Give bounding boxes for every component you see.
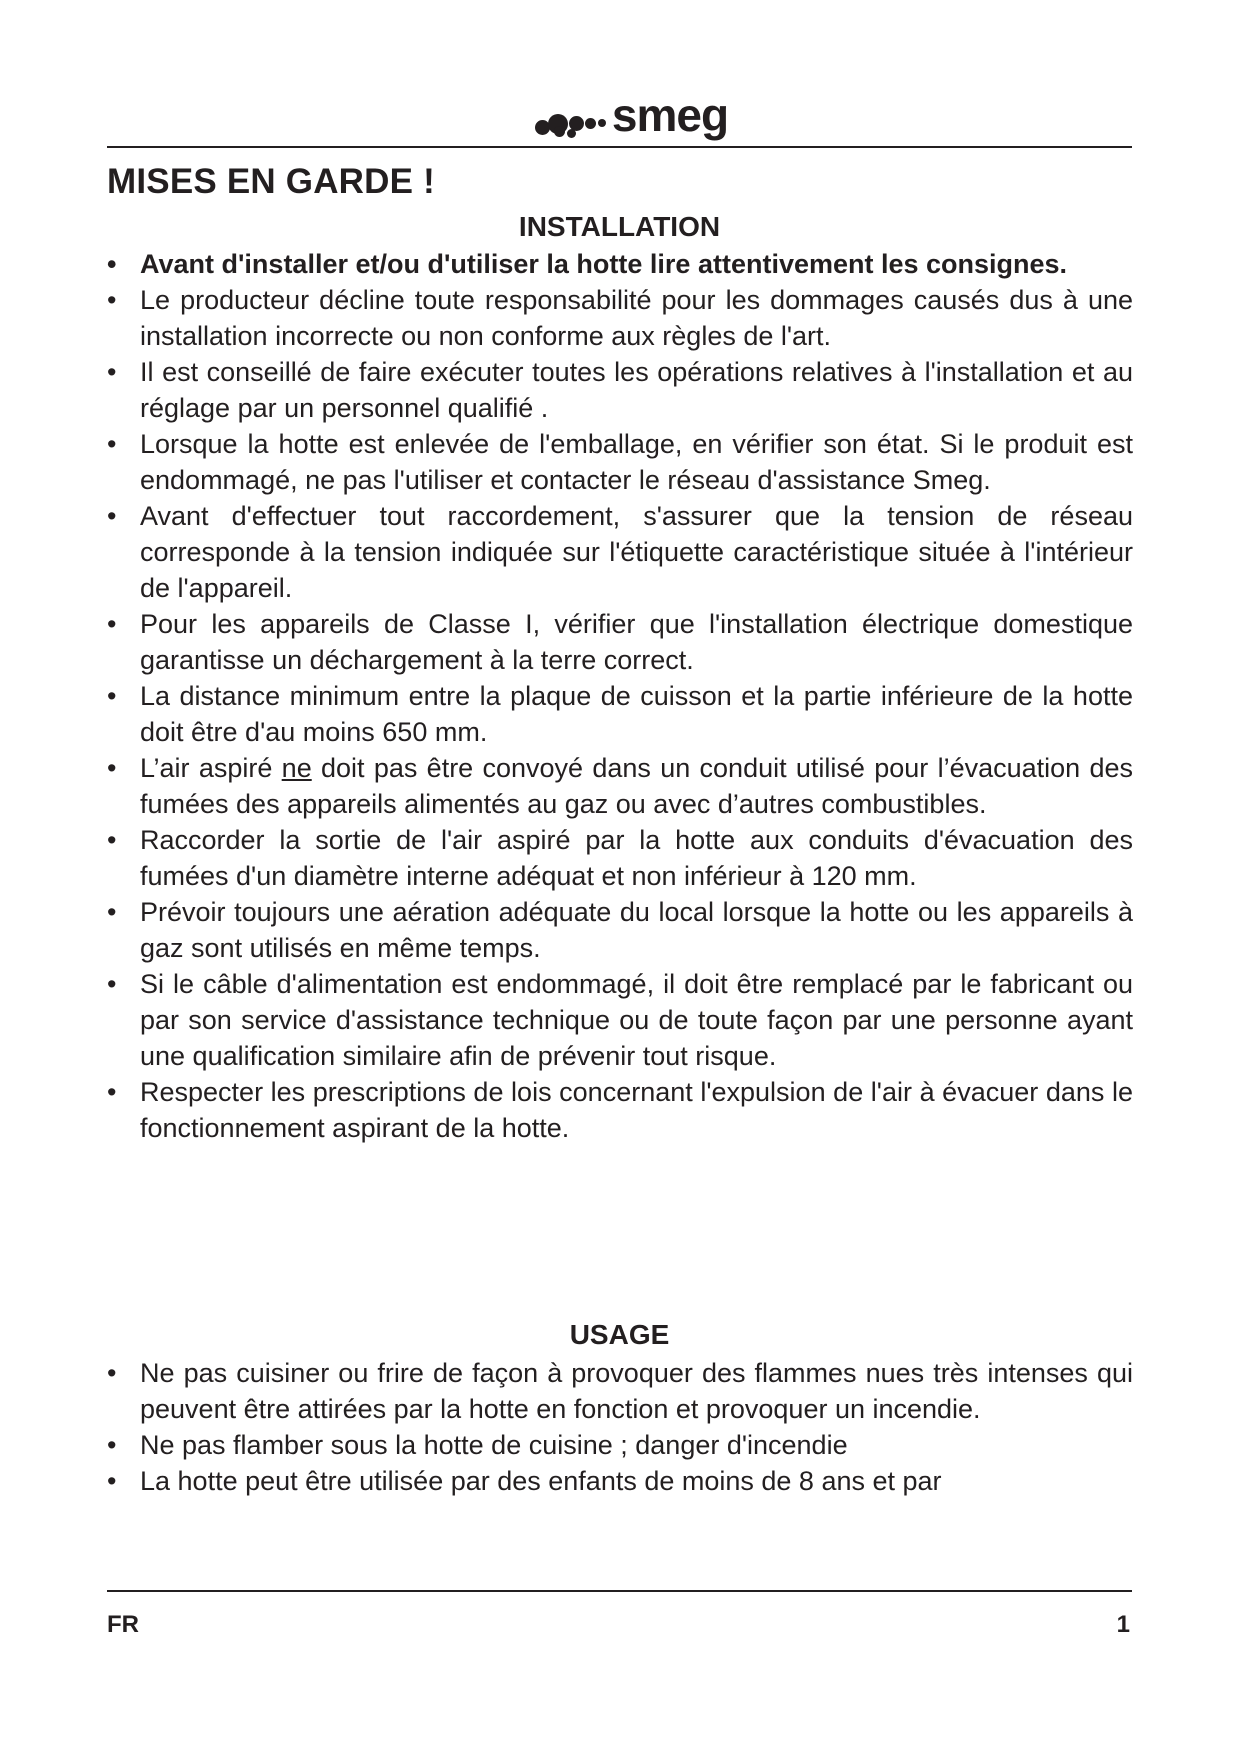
list-item: • Prévoir toujours une aération adéquate du local lorsque la hotte ou les appareils à gaz sont utilisés en même temps. <box>107 894 1133 966</box>
installation-heading: INSTALLATION <box>518 211 721 242</box>
logo-dots-icon <box>533 98 609 138</box>
usage-list <box>107 1355 1133 1499</box>
list-item: • Pour les appareils de Classe I, vérifier que l'installation électrique domestique garantisse un déchargement à la terre correct. <box>107 606 1133 678</box>
list-item: • Raccorder la sortie de l'air aspiré par la hotte aux conduits d'évacuation des fumées d'un diamètre interne adéquat et non inférieur à 120 mm. <box>107 822 1133 894</box>
list-item: • La hotte peut être utilisée par des enfants de moins de 8 ans et par <box>107 1463 1133 1499</box>
list-item-text: doit pas être convoyé dans un conduit utilisé pour l’évacuation des fumées des appareils alimentés au gaz ou avec d’autres combustibles. <box>140 753 1133 819</box>
list-item: • Si le câble d'alimentation est endommagé, il doit être remplacé par le fabricant ou par son service d'assistance technique ou de toute façon par une personne ayant une qualification similaire afin de prévenir tout risque. <box>107 966 1133 1074</box>
brand-logo <box>0 89 1241 143</box>
list-item: • Avant d'installer et/ou d'utiliser la hotte lire attentivement les consignes. <box>107 246 1133 282</box>
list-item-text: L’air aspiré <box>140 753 282 783</box>
list-item: • La distance minimum entre la plaque de cuisson et la partie inférieure de la hotte doit être d'au moins 650 mm. <box>107 678 1133 750</box>
list-item: • Il est conseillé de faire exécuter toutes les opérations relatives à l'installation et au réglage par un personnel qualifié . <box>107 354 1133 426</box>
installation-list <box>107 246 1133 1146</box>
list-item: • Lorsque la hotte est enlevée de l'emballage, en vérifier son état. Si le produit est endommagé, ne pas l'utiliser et contacter le réseau d'assistance Smeg. <box>107 426 1133 498</box>
list-item: • Respecter les prescriptions de lois concernant l'expulsion de l'air à évacuer dans le fonctionnement aspirant de la hotte. <box>107 1074 1133 1146</box>
page-number: 1 <box>1116 1611 1130 1638</box>
list-item <box>107 750 1133 822</box>
list-item: • Ne pas cuisiner ou frire de façon à provoquer des flammes nues très intenses qui peuvent être attirées par la hotte en fonction et provoquer un incendie. <box>107 1355 1133 1427</box>
footer-divider <box>107 1590 1132 1592</box>
header-divider <box>107 146 1132 148</box>
underlined-word: ne <box>281 753 312 783</box>
list-item: • Le producteur décline toute responsabilité pour les dommages causés dus à une installation incorrecte ou non conforme aux règles de l'art. <box>107 282 1133 354</box>
footer-language: FR <box>107 1611 139 1638</box>
usage-heading: USAGE <box>569 1319 670 1350</box>
logo-text: smeg <box>611 89 729 141</box>
list-item: • Avant d'effectuer tout raccordement, s'assurer que la tension de réseau corresponde à la tension indiquée sur l'étiquette caractéristique située à l'intérieur de l'appareil. <box>107 498 1133 606</box>
list-item: • Ne pas flamber sous la hotte de cuisine ; danger d'incendie <box>107 1427 1133 1463</box>
page-title: MISES EN GARDE ! <box>107 162 435 201</box>
